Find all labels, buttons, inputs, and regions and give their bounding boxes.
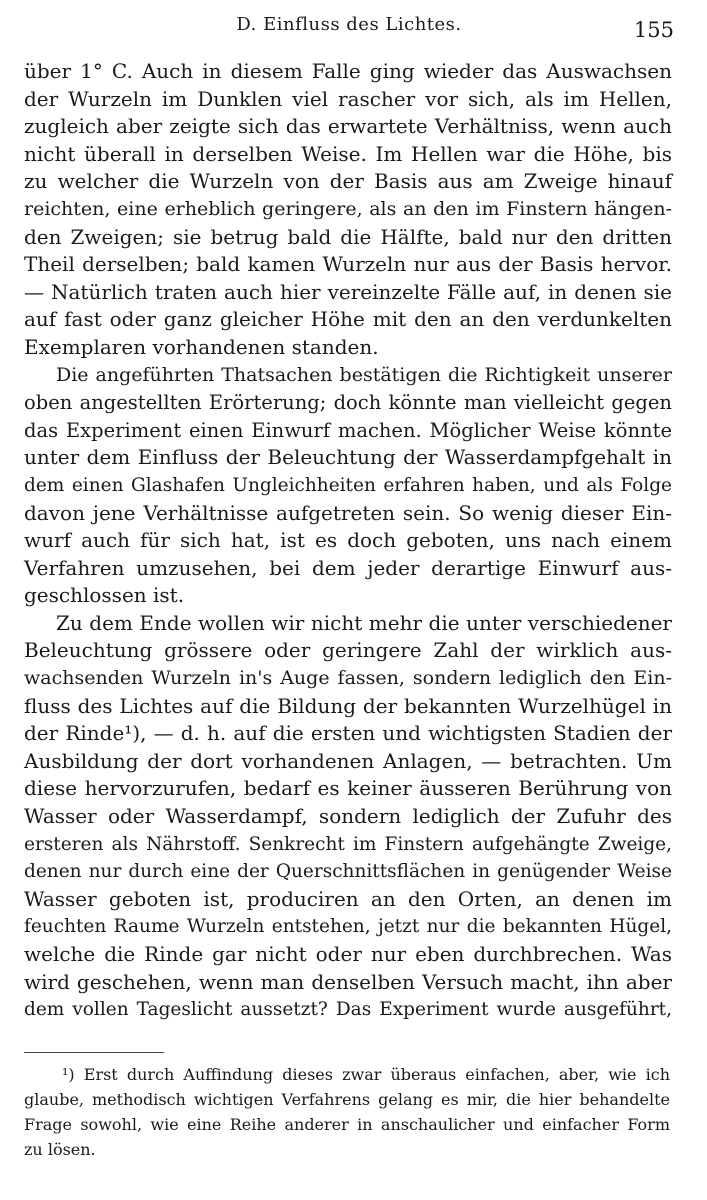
text-line: dem einen Glashafen Ungleichheiten erfahren haben, und als Folge: [24, 474, 672, 496]
text-line: Zu dem Ende wollen wir nicht mehr die unter verschiedener: [56, 610, 672, 635]
text-line: Wasser geboten ist, produciren an den Orten, an denen im: [24, 886, 672, 911]
text-line: Wasser oder Wasserdampf, sondern lediglich der Zufuhr des: [24, 804, 672, 829]
text-line: Die angeführten Thatsachen bestätigen die Richtigkeit unserer: [56, 363, 672, 386]
text-line: das Experiment einen Einwurf machen. Möglicher Weise könnte: [24, 418, 672, 442]
text-line: zugleich aber zeigte sich das erwartete Verhältniss, wenn auch: [24, 114, 672, 139]
text-line: nicht überall in derselben Weise. Im Hellen war die Höhe, bis: [24, 141, 672, 166]
footnote-line: glaube, methodisch wichtigen Verfahrens gelang es mir, die hier behandelte: [24, 1090, 670, 1109]
text-line: unter dem Einfluss der Beleuchtung der Wasserdampfgehalt in: [24, 445, 672, 470]
text-line: zu welcher die Wurzeln von der Basis aus am Zweige hinauf: [24, 169, 672, 194]
text-line: über 1° C. Auch in diesem Falle ging wieder das Auswachsen: [24, 59, 672, 83]
text-line: den Zweigen; sie betrug bald die Hälfte, bald nur den dritten: [24, 224, 672, 249]
text-line: reichten, eine erheblich geringere, als an den im Finstern hängen-: [24, 197, 672, 220]
text-line: welche die Rinde gar nicht oder nur eben durchbrechen. Was: [24, 942, 672, 966]
text-line: — Natürlich traten auch hier vereinzelte Fälle auf, in denen sie: [24, 279, 672, 304]
text-line: geschlossen ist.: [24, 583, 185, 608]
text-line: auf fast oder ganz gleicher Höhe mit den an den verdunkelten: [24, 307, 672, 332]
text-line: wird geschehen, wenn man denselben Versuch macht, ihn aber: [24, 969, 672, 994]
footnote-line: Frage sowohl, wie eine Reihe anderer in anschaulicher und einfacher Form: [24, 1115, 670, 1134]
text-line: Theil derselben; bald kamen Wurzeln nur aus der Basis hervor.: [24, 252, 672, 277]
body-text: [24, 58, 672, 1024]
text-line: denen nur durch eine der Querschnittsflächen in genügender Weise: [24, 861, 672, 883]
text-line: wachsenden Wurzeln in's Auge fassen, sondern lediglich den Ein-: [24, 667, 672, 690]
text-line: fluss des Lichtes auf die Bildung der bekannten Wurzelhügel in: [24, 693, 672, 718]
text-line: oben angestellten Erörterung; doch könnte man vielleicht gegen: [24, 391, 672, 415]
text-line: diese hervorzurufen, bedarf es keiner äusseren Berührung von: [24, 776, 672, 801]
text-line: ersteren als Nährstoff. Senkrecht im Finstern aufgehängte Zweige,: [24, 833, 672, 855]
page-number: 155: [633, 18, 674, 42]
running-head: D. Einfluss des Lichtes.: [236, 14, 462, 35]
text-line: wurf auch für sich hat, ist es doch geboten, uns nach einem: [24, 528, 672, 553]
text-line: Beleuchtung grössere oder geringere Zahl der wirklich aus-: [24, 638, 672, 663]
footnote-rule: [24, 1052, 164, 1053]
footnote-line: zu lösen.: [24, 1140, 96, 1159]
text-line: Ausbildung der dort vorhandenen Anlagen, — betrachten. Um: [24, 748, 672, 773]
footnote-line: ¹) Erst durch Auffindung dieses zwar überaus einfachen, aber, wie ich: [62, 1065, 670, 1084]
footnote: [24, 1062, 670, 1162]
text-line: Verfahren umzusehen, bei dem jeder derartige Einwurf aus-: [24, 555, 672, 580]
text-line: davon jene Verhältnisse aufgetreten sein. So wenig dieser Ein-: [24, 500, 672, 525]
text-line: der Wurzeln im Dunklen viel rascher vor sich, als im Hellen,: [24, 86, 672, 111]
text-line: feuchten Raume Wurzeln entstehen, jetzt nur die bekannten Hügel,: [24, 916, 672, 938]
text-line: der Rinde¹), — d. h. auf die ersten und wichtigsten Stadien der: [24, 721, 672, 746]
page-header: [24, 8, 674, 42]
text-line: Exemplaren vorhandenen standen.: [24, 334, 379, 359]
text-line: dem vollen Tageslicht aussetzt? Das Experiment wurde ausgeführt,: [24, 999, 672, 1021]
